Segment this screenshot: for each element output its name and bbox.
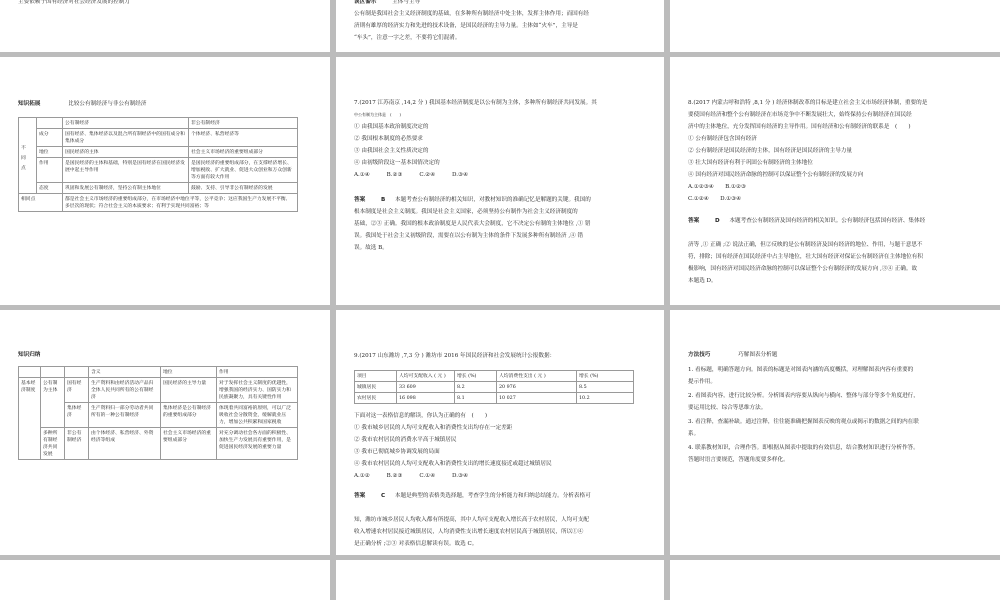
text-line: 济則有雄厚的经济实力和先进的技术设备，是国民经济的主导力量。主体如“火车”，主导是 bbox=[354, 23, 578, 29]
table-cell: 成分 bbox=[37, 129, 63, 147]
table-cell: 8.2 bbox=[455, 382, 497, 393]
table-cell: 地位 bbox=[37, 147, 63, 158]
table-cell: 8.5 bbox=[577, 382, 634, 393]
table-row bbox=[19, 194, 298, 212]
page-question-9 bbox=[336, 310, 664, 555]
table-cell: 16 098 bbox=[397, 393, 455, 404]
section-title: 巧解图表分析题 bbox=[738, 352, 778, 358]
page-bottom-middle bbox=[336, 560, 664, 600]
table-cell: 非公有制经济 bbox=[65, 428, 89, 460]
explanation-line: 收入增速农村居民接近城镇居民，人均消费性支出增长速度农村居民高于城镇居民，所以①④ bbox=[354, 529, 584, 535]
explanation-line: 根本制度是社会主义制度。我国是社会主义国家，必须坚持公有制作为社会主义经济制度的 bbox=[354, 209, 578, 215]
table-cell: 国民经济的主体 bbox=[63, 147, 189, 158]
option-item: ④ 由初级阶段这一基本国情决定的 bbox=[354, 160, 440, 166]
tip-line: 系。 bbox=[688, 431, 700, 437]
table-row bbox=[355, 382, 634, 393]
table-cell: 社会主义市场经济的重要组成部分 bbox=[189, 147, 298, 158]
section-title: 比较公有制经济与非公有制经济 bbox=[68, 101, 147, 107]
explanation-line: 误。故选 B。 bbox=[354, 245, 388, 251]
tip-line: 3. 看注释，查漏补缺。通过注释，往往能准确把握图表反映的观点或揭示的数据之间的内在联 bbox=[688, 419, 919, 425]
table-cell: 20 976 bbox=[497, 382, 577, 393]
explanation-line: 知，潍坊市城乡居民人均收入都有所提高，其中人均可支配收入增长高于农村居民，人均可支配 bbox=[354, 517, 589, 523]
page-bottom-left bbox=[0, 560, 330, 600]
tip-line: 答题时语言要规范，答题角度要多样化。 bbox=[688, 457, 789, 463]
table-header: 项目 bbox=[355, 371, 397, 382]
table-header: 人均消费性支出 ( 元 ) bbox=[497, 371, 577, 382]
table-cell: 鼓励、支持、引导非公有制经济的发展 bbox=[189, 183, 298, 194]
page-question-7 bbox=[336, 57, 664, 305]
table-cell: 是国民经济的重要组成部分，在支撑经济增长、增加税收、扩大就业、促进大众创业和万众创新等方面有较大作用 bbox=[189, 158, 298, 183]
answer-choices: A.①② B.②③ C.①④ D.③④ bbox=[354, 473, 469, 479]
option-item: ② 我国根本制度的必然要求 bbox=[354, 136, 423, 142]
table-row bbox=[19, 158, 298, 183]
table-row bbox=[19, 183, 298, 194]
explanation-line: 济等 ,① 正确 ;② 说法正确，但②反映的是公有制经济及国有经济的地位、作用，与题干意思不 bbox=[688, 242, 923, 248]
question-stem: 9.(2017 山东潍坊 ,7,3 分 ) 潍坊市 2016 年国民经济和社会发展统计公报数据： bbox=[354, 353, 556, 359]
table-cell: 33 609 bbox=[397, 382, 455, 393]
table-header: 公有制经济 bbox=[63, 118, 189, 129]
explanation-line: 是正确分析 ;②③ 对表格信息解读有误。故选 C。 bbox=[354, 541, 478, 547]
table-cell: 多种所有制经济共同发展 bbox=[41, 428, 65, 460]
table-cell: 农村居民 bbox=[355, 393, 397, 404]
answer-choices: C.①②④ D.①③④ bbox=[688, 196, 742, 202]
option-item: ① 我市城乡居民的人均可支配收入和消费性支出均存在一定差距 bbox=[354, 425, 513, 431]
table-cell: 作用 bbox=[37, 158, 63, 183]
option-item: ③ 由我国社会主义性质决定的 bbox=[354, 148, 429, 154]
table-header: 地位 bbox=[161, 367, 217, 378]
question-stem: 8.(2017 内蒙古呼和浩特 ,8,1 分 ) 经济体制改革的目标是建立社会主义市场经济体制，重要的是 bbox=[688, 100, 928, 106]
page-knowledge-extension bbox=[0, 57, 330, 305]
table-header: 增长 (%) bbox=[577, 371, 634, 382]
question-stem: 济中的主体地位，充分发挥国有经济的主导作用。国有经济和公有制经济的联系是 ( ) bbox=[688, 124, 911, 130]
option-item: ② 我市农村居民的消费水平高于城镇居民 bbox=[354, 437, 457, 443]
misconception-label: 误区警示 bbox=[354, 0, 377, 5]
explanation-line: 极影响，国有经济对国民经济命脉的控制可以保证整个公有制经济的发展方向 ,③④ 正确。故 bbox=[688, 266, 918, 272]
comparison-table bbox=[18, 117, 298, 212]
text-line: “车头”，注意一字之差，不要将它们混淆。 bbox=[354, 35, 461, 41]
table-row bbox=[19, 367, 298, 378]
option-item: ③ 壮大国有经济有利于巩固公有制经济的主体地位 bbox=[688, 160, 813, 166]
answer-letter: D bbox=[714, 218, 720, 224]
explanation-line: 误。我国处于社会主义初级阶段，需要在以公有制为主体的条件下发展多种所有制经济 ,④ 错 bbox=[354, 233, 584, 239]
page-method-tips bbox=[670, 310, 1000, 555]
table-cell: 10.2 bbox=[577, 393, 634, 404]
table-cell: 10 027 bbox=[497, 393, 577, 404]
page-top-left bbox=[0, 0, 330, 52]
misconception-title: 主体与主导 bbox=[392, 0, 421, 5]
table-cell: 城镇居民 bbox=[355, 382, 397, 393]
table-cell: 基本经济制度 bbox=[19, 378, 41, 460]
page-bottom-right bbox=[670, 560, 1000, 600]
explanation-line: 本题考查公有制经济的相关知识，对教材知识的准确记忆是解题的关键。我国的 bbox=[395, 197, 591, 203]
section-label: 知识拓展 bbox=[18, 101, 41, 107]
table-row bbox=[19, 118, 298, 129]
table-cell: 集体经济 bbox=[65, 403, 89, 428]
tip-line: 提示作用。 bbox=[688, 379, 716, 385]
table-cell: 生产资料归一部分劳动者共同所有的一种公有制经济 bbox=[89, 403, 161, 428]
table-cell: 国有经济 bbox=[65, 378, 89, 403]
table-cell: 生产资料和由经济活动产品归全体人民共同所有的公有制经济 bbox=[89, 378, 161, 403]
table-row bbox=[355, 393, 634, 404]
question-stem: 要使国有经济和整个公有制经济在市场竞争中不断发展壮大，始终保持公有制经济在国民经 bbox=[688, 112, 912, 118]
answer-choices: A.①④ B.②③ C.②④ D.③④ bbox=[354, 172, 469, 178]
answer-label: 答案 bbox=[354, 493, 366, 499]
table-header: 人均可支配收入 ( 元 ) bbox=[397, 371, 455, 382]
option-item: ① 由我国基本政治制度决定的 bbox=[354, 124, 429, 130]
tip-line: 要运用比较、综合等思维方法。 bbox=[688, 405, 767, 411]
tip-line: 4. 联系教材知识，合理作答。即根据从图表中提取的有效信息，结合教材知识进行分析作答。 bbox=[688, 445, 919, 451]
answer-letter: C bbox=[380, 493, 386, 499]
answer-label: 答案 bbox=[354, 197, 366, 203]
table-cell: 社会主义市场经济的重要组成部分 bbox=[161, 428, 217, 460]
table-cell: 由个体经济、私营经济、外资经济等组成 bbox=[89, 428, 161, 460]
table-cell: 对于发挥社会主义制度的优越性，增强我国的经济实力、国防实力和民族凝聚力，具有关键性作用 bbox=[217, 378, 298, 403]
option-item: ③ 我市已彻底城乡协调发展的局面 bbox=[354, 449, 440, 455]
question-stem: 中公有制为主体是 ( ) bbox=[354, 112, 402, 117]
tip-line: 1. 看标题，明确答题方向。图表的标题是对图表内涵的高度概括，对理解图表内容有重要的 bbox=[688, 367, 914, 373]
table-header: 含义 bbox=[89, 367, 161, 378]
answer-choices: A.①②③④ B.①②③ bbox=[688, 184, 746, 190]
table-cell: 巩固和发展公有制经济，坚持公有制主体地位 bbox=[63, 183, 189, 194]
table-header: 作用 bbox=[217, 367, 298, 378]
table-cell: 相同点 bbox=[19, 194, 63, 212]
table-cell: 公有制为主体 bbox=[41, 378, 65, 428]
table-cell: 都是社会主义市场经济的重要组成部分，在市场经济中地位平等，公平竞争；这应我国生产力发展不平衡、多层次的现状；符合社会主义的本质要求；有利于实现共同富裕；等 bbox=[63, 194, 298, 212]
page-top-middle bbox=[336, 0, 664, 52]
table-row bbox=[19, 428, 298, 460]
answer-label: 答案 bbox=[688, 218, 700, 224]
explanation-line: 本题考查公有制经济及国有经济的相关知识。公有制经济包括国有经济、集体经 bbox=[729, 218, 926, 224]
table-header: 增长 (%) bbox=[455, 371, 497, 382]
table-row bbox=[19, 378, 298, 403]
option-item: ④ 国有经济对国民经济命脉的控制可以保证整个公有制经济的发展方向 bbox=[688, 172, 864, 178]
question-prompt: 下面对这一表格信息的解读，你认为正确的有 ( ) bbox=[354, 413, 488, 419]
explanation-line: 本题选 D。 bbox=[688, 278, 717, 284]
table-row bbox=[355, 371, 634, 382]
summary-table bbox=[18, 366, 298, 460]
question-stem: 7.(2017 江苏南京 ,14,2 分 ) 我国基本经济制度是以公有制为主体，多种所有制经济共同发展。其 bbox=[354, 100, 597, 106]
option-item: ② 公有制经济是国民经济的主体，国有经济是国民经济的主导力量 bbox=[688, 148, 852, 154]
explanation-line: 符，排除；国有经济在国民经济中占主导地位，壮大国有经济对保证公有制经济在主体地位有积 bbox=[688, 254, 923, 260]
table-cell: 国有经济、集体经济以及混合所有制经济中的国有成分和集体成分 bbox=[63, 129, 189, 147]
table-cell: 8.1 bbox=[455, 393, 497, 404]
option-item: ① 公有制经济包含国有经济 bbox=[688, 136, 757, 142]
page-top-right bbox=[670, 0, 1000, 52]
page-question-8 bbox=[670, 57, 1000, 305]
statistics-table bbox=[354, 370, 634, 404]
table-row bbox=[19, 147, 298, 158]
page-knowledge-summary bbox=[0, 310, 330, 555]
table-header: 非公有制经济 bbox=[189, 118, 298, 129]
option-item: ④ 我市农村居民的人均可支配收入和消费性支出的增长速度接近或超过城镇居民 bbox=[354, 461, 552, 467]
section-label: 方法技巧 bbox=[688, 352, 711, 358]
explanation-line: 本题是典型的表格类选择题，考查学生的分析能力和归纳总结能力。分析表格可 bbox=[394, 493, 591, 499]
table-row bbox=[19, 129, 298, 147]
table-cell: 个体经济、私营经济等 bbox=[189, 129, 298, 147]
text-line: 公有制是我国社会主义经济制度的基础，在多种所有制经济中处主体，发挥主体作用；而国有经 bbox=[354, 11, 589, 17]
table-cell: 集体经济是公有制经济的重要组成部分 bbox=[161, 403, 217, 428]
table-cell: 是国民经济的主体和基础，特别是国有经济在国民经济发展中起主导作用 bbox=[63, 158, 189, 183]
table-cell: 对充分调动社会各方面的积极性、加快生产力发展具有重要作用，是促进国民经济发展的重要力量 bbox=[217, 428, 298, 460]
answer-letter: B bbox=[380, 197, 386, 203]
table-cell: 体现着共同富裕的原则，可以广泛吸收社会分散资金，缓解就业压力，增加公共积累和国家税收 bbox=[217, 403, 298, 428]
table-cell: 国民经济的主导力量 bbox=[161, 378, 217, 403]
page-snippet: 主要依赖于国有经济对社会经济发展的控制力 bbox=[18, 0, 130, 5]
tip-line: 2. 看图表内容，进行比较分析。分析图表内容要从纵向与横向、整体与部分等多个角度进行， bbox=[688, 393, 919, 399]
table-cell: 不同点 bbox=[19, 129, 37, 194]
section-label: 知识归纳 bbox=[18, 352, 41, 358]
table-cell: 态度 bbox=[37, 183, 63, 194]
explanation-line: 基础，②③ 正确。我国的根本政治制度是人民代表大会制度，它不决定公有制的主体地位 ,① 错 bbox=[354, 221, 591, 227]
